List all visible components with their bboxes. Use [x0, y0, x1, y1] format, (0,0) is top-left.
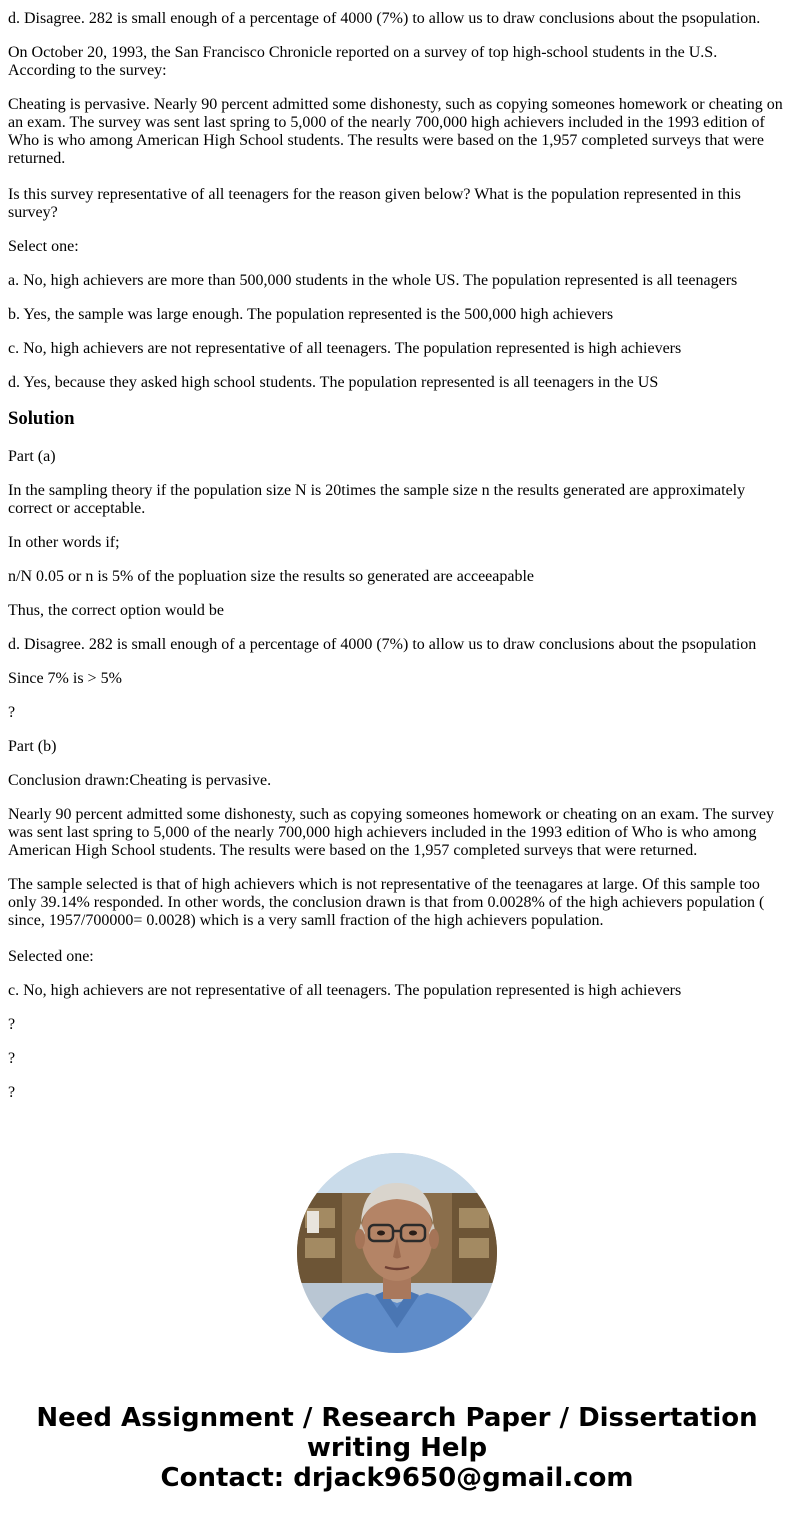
solution-paragraph: Part (b): [8, 738, 57, 755]
solution-paragraph: c. No, high achievers are not representative of all teenagers. The population represented is high achievers: [8, 982, 682, 999]
solution-paragraph: d. Disagree. 282 is small enough of a percentage of 4000 (7%) to allow us to draw conclusions about the psopulation: [8, 636, 757, 653]
solution-paragraph: ?: [8, 1050, 16, 1067]
solution-paragraph: In other words if;: [8, 534, 120, 551]
solution-paragraph: ?: [8, 1016, 16, 1033]
option-d: d. Yes, because they asked high school students. The population represented is all teenagers in the US: [8, 374, 659, 391]
option-b: b. Yes, the sample was large enough. The population represented is the 500,000 high achievers: [8, 306, 614, 323]
solution-paragraph: n/N 0.05 or n is 5% of the popluation size the results so generated are acceeapable: [8, 568, 535, 585]
solution-paragraph: Since 7% is > 5%: [8, 670, 122, 687]
solution-paragraph: Nearly 90 percent admitted some dishonesty, such as copying someones homework or cheating on an exam. The survey was sent last spring to 5,000 of the nearly 700,000 high achievers included in the 1993 edition of Who is who among American High School students. The results were based on the 1,957 completed surveys that were returned.: [8, 806, 775, 859]
prior-answer: d. Disagree. 282 is small enough of a percentage of 4000 (7%) to allow us to draw conclusions about the psopulation.: [8, 10, 761, 27]
option-c: c. No, high achievers are not representative of all teenagers. The population represented is high achievers: [8, 340, 682, 357]
question-quote: Cheating is pervasive. Nearly 90 percent admitted some dishonesty, such as copying someones homework or cheating on an exam. The survey was sent last spring to 5,000 of the nearly 700,000 high achievers included in the 1993 edition of Who is who among American High School students. The results were based on the 1,957 completed surveys that were returned.: [8, 96, 783, 167]
solution-paragraph: ?: [8, 1084, 16, 1101]
solution-paragraph: Thus, the correct option would be: [8, 602, 224, 619]
solution-paragraph: Conclusion drawn:Cheating is pervasive.: [8, 772, 272, 789]
promo-banner: [0, 1403, 794, 1493]
author-avatar: [297, 1153, 497, 1353]
author-portrait-image: [297, 1153, 497, 1353]
promo-contact: Contact: drjack9650@gmail.com: [160, 1463, 634, 1493]
question-intro: On October 20, 1993, the San Francisco Chronicle reported on a survey of top high-school students in the U.S. According to the survey:: [8, 44, 718, 79]
promo-line: Need Assignment / Research Paper / Dissertation: [36, 1403, 758, 1433]
question-prompt: Is this survey representative of all teenagers for the reason given below? What is the population represented in this survey?: [8, 186, 741, 221]
option-a: a. No, high achievers are more than 500,000 students in the whole US. The population represented is all teenagers: [8, 272, 738, 289]
select-label: Select one:: [8, 238, 79, 255]
solution-heading: Solution: [8, 408, 75, 429]
promo-line: writing Help: [306, 1433, 488, 1463]
solution-paragraph: Part (a): [8, 448, 56, 465]
document-body: [8, 10, 786, 1118]
solution-paragraph: ?: [8, 704, 16, 721]
solution-paragraph: In the sampling theory if the population size N is 20times the sample size n the results generated are approximately correct or acceptable.: [8, 482, 746, 517]
solution-paragraph: The sample selected is that of high achievers which is not representative of the teenagares at large. Of this sample too only 39.14% responded. In other words, the conclusion drawn is that from 0.0028% of the high achievers population ( since, 1957/700000= 0.0028) which is a very samll fraction of the high achievers population.: [8, 876, 765, 929]
solution-paragraph: Selected one:: [8, 948, 94, 965]
